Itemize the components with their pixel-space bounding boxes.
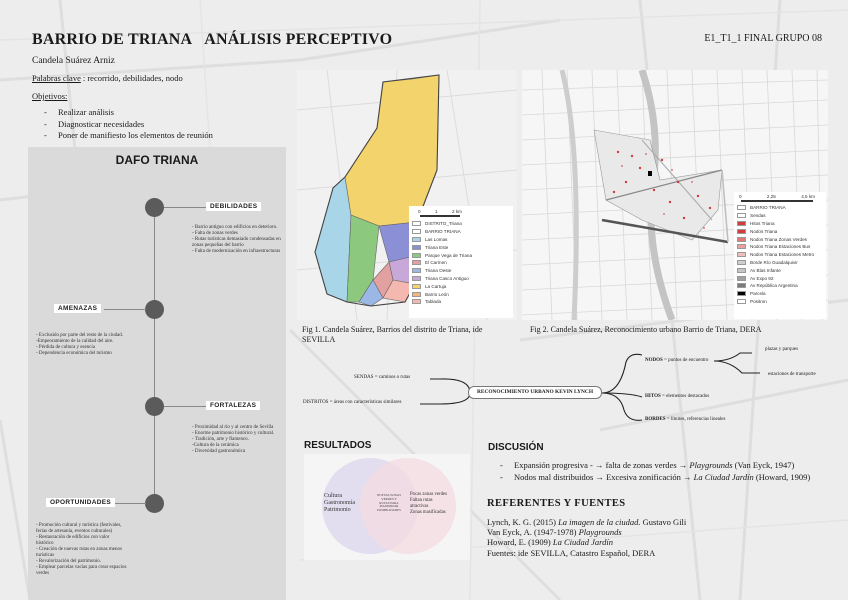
oportunidades-label: OPORTUNIDADES [46, 498, 115, 507]
objective-item: - Poner de manifiesto los elementos de reunión [44, 130, 213, 142]
legend-swatch [412, 299, 421, 304]
dafo-item: - Diversidad gastronómica [192, 449, 246, 454]
dafo-item: - Tradición, arte y flamenco. [192, 437, 249, 442]
legend-row [737, 251, 823, 259]
scale-label: 1 [435, 209, 438, 214]
legend-swatch [737, 244, 746, 249]
map2-legend-rows [737, 204, 823, 305]
legend-swatch [737, 252, 746, 257]
dafo-panel [28, 147, 286, 600]
connector-plazas [714, 353, 752, 361]
connector-line [164, 207, 206, 208]
dafo-item: - Promoción cultural y turística (festivales, ferias de artesanía, eventos culturales) [36, 523, 122, 534]
referentes-title: REFERENTES Y FUENTES [487, 498, 626, 509]
map2-legend [734, 192, 826, 319]
scale-bar [420, 215, 460, 217]
reference-item [487, 537, 686, 547]
venn-item: Pocas zonas verdes [410, 492, 448, 497]
legend-label: Sendas [750, 213, 766, 219]
legend-row [412, 251, 510, 259]
legend-swatch [737, 221, 746, 226]
keywords [32, 73, 183, 83]
legend-swatch [737, 291, 746, 296]
legend-swatch [412, 237, 421, 242]
dafo-item: - Creación de nuevas rutas en zonas menos turísticas [36, 547, 122, 558]
connector-estaciones [714, 361, 760, 373]
dafo-item: - Revalorización del patrimonio. [36, 559, 101, 564]
bordes-bold: BORDES [645, 417, 666, 422]
bordes-text: = límites, referencias lineales [666, 417, 726, 422]
nodos-text: = puntos de encuentro [664, 358, 709, 363]
legend-row [737, 290, 823, 298]
text-segment: Expansión progresiva - → falta de zonas verdes → [514, 460, 690, 470]
title-right: ANÁLISIS PERCEPTIVO [204, 31, 393, 48]
venn-item: NUEVAS ZONAS [377, 493, 401, 497]
text-segment: Fuentes: ide SEVILLA, Catastro Español, DERA [487, 547, 656, 558]
dafo-item: - Dependencia económica del turismo [36, 351, 112, 356]
legend-row [412, 243, 510, 251]
objective-item: - Realizar análisis [44, 107, 213, 119]
legend-row [412, 282, 510, 290]
text-segment: Van Eyck, A. (1947-1978) [487, 527, 579, 538]
legend-row [737, 235, 823, 243]
legend-label: Parque Vega de Triana [425, 252, 472, 258]
mindmap-distritos: DISTRITOS = áreas con características similares [303, 400, 402, 405]
legend-row [737, 243, 823, 251]
legend-label: BARRIO TRIANA [425, 229, 461, 235]
legend-swatch [737, 260, 746, 265]
legend-label: BARRIO TRIANA [750, 205, 786, 211]
debilidades-text [192, 225, 284, 255]
mindmap-sendas: SENDAS = caminos o rutas [354, 375, 411, 380]
hitos-bold: HITOS [645, 394, 661, 399]
legend-row [412, 290, 510, 298]
timeline-dot [145, 397, 164, 416]
text-segment: Howard, E. (1909) [487, 537, 553, 548]
legend-swatch [737, 276, 746, 281]
text-segment: (Van Eyck, 1947) [732, 460, 795, 470]
dafo-item: - Proximidad al río y al centro de Sevilla [192, 425, 274, 430]
legend-swatch [737, 213, 746, 218]
legend-label: Borde Río Guadalquivir [750, 259, 798, 265]
scale-label: 2 km [452, 209, 462, 214]
author: Candela Suárez Arniz [32, 56, 115, 66]
legend-label: Av Blas Infante [750, 267, 781, 273]
text-segment: Gustavo Gili [640, 517, 687, 527]
legend-row [412, 228, 510, 236]
nodos-bold: NODOS [645, 358, 663, 363]
mindmap-center: RECONOCIMIENTO URBANO KEVIN LYNCH [468, 386, 602, 399]
legend-swatch [737, 268, 746, 273]
venn-item: VERDES Y [381, 496, 397, 501]
hitos-text: = elementos destacados [662, 394, 710, 399]
legend-swatch [737, 299, 746, 304]
legend-label: DISTRITO_Triana [425, 221, 462, 227]
venn-item: Cultura [324, 493, 342, 499]
venn-item: POSIBILIDADES [377, 508, 401, 513]
timeline-dot [145, 300, 164, 319]
debilidades-label: DEBILIDADES [206, 202, 261, 211]
connector-bordes [602, 393, 642, 420]
venn-item: Patrimonio [324, 507, 351, 513]
map1-scale [418, 209, 462, 214]
legend-label: Nodos Triana Estaciones Metro [750, 252, 815, 258]
keywords-text: : recorrido, debilidades, nodo [82, 73, 183, 83]
legend-swatch [412, 253, 421, 258]
text-italic: Playgrounds [578, 527, 622, 538]
figure-caption-2: Fig 2. Candela Suárez, Reconocimiento urbano Barrio de Triana, DERA [530, 325, 762, 334]
dafo-item: - Rutas turísticas demasiado condensadas en zonas pequeñas del barrio [192, 237, 281, 248]
legend-label: Las Lomas [425, 236, 448, 242]
legend-row [737, 204, 823, 212]
connector-nodos [602, 354, 642, 393]
legend-swatch [412, 221, 421, 226]
discusion-item [500, 472, 810, 484]
legend-label: El Carmen [425, 260, 447, 266]
mindmap-plazas: plazas y parques [765, 347, 799, 352]
venn-item: Faltan rutas [410, 498, 433, 503]
dafo-item: - Falta de zonas verdes [192, 231, 238, 236]
legend-label: Parcela [750, 291, 766, 297]
legend-row [412, 220, 510, 228]
legend-row [412, 267, 510, 275]
objective-item: - Diagnosticar necesidades [44, 119, 213, 131]
mindmap-hitos [645, 394, 709, 399]
legend-label: La Cartuja [425, 283, 447, 289]
legend-label: Hitos Triana [750, 220, 775, 226]
dafo-item: - Restauración de edificios con valor histórico [36, 535, 110, 546]
connector-sendas [430, 379, 470, 393]
timeline-dot [145, 494, 164, 513]
venn-item: Gastronomía [324, 500, 355, 506]
dafo-item: - Exclusión por parte del resto de la ciudad. [36, 333, 124, 338]
keywords-label: Palabras clave [32, 73, 81, 83]
text-italic: Playgrounds [689, 460, 733, 470]
legend-row [737, 282, 823, 290]
page-title [32, 31, 392, 49]
venn-item: atractivas [410, 504, 429, 509]
legend-row [412, 298, 510, 306]
venn-left-text [324, 493, 355, 514]
scale-label: 0 [739, 194, 742, 199]
legend-label: Triana Oeste [425, 268, 452, 274]
legend-row [737, 220, 823, 228]
legend-row [737, 274, 823, 282]
oportunidades-text [36, 523, 128, 577]
legend-label: Tablada [425, 299, 442, 305]
venn-diagram [304, 454, 470, 560]
map-districts [297, 70, 517, 320]
legend-swatch [737, 229, 746, 234]
discusion-title: DISCUSIÓN [488, 442, 544, 453]
discusion-item [500, 460, 810, 472]
text-italic: La Ciudad Jardín [693, 472, 754, 482]
text-segment: (Howard, 1909) [753, 472, 811, 482]
objectives-list [44, 107, 213, 142]
legend-row [737, 298, 823, 306]
legend-row [737, 266, 823, 274]
legend-row [412, 236, 510, 244]
fortalezas-text [192, 425, 284, 455]
discusion-list [500, 460, 810, 484]
dafo-item: -Cultura de la cerámica [192, 443, 239, 448]
legend-label: Positron [750, 298, 767, 304]
legend-swatch [737, 205, 746, 210]
legend-swatch [737, 237, 746, 242]
text-segment: Nodos mal distribuidos → Excesiva zonificación → [514, 472, 694, 482]
legend-swatch [412, 284, 421, 289]
legend-swatch [412, 260, 421, 265]
legend-row [737, 212, 823, 220]
legend-row [412, 259, 510, 267]
scale-label: 4,5 km [801, 194, 815, 199]
mindmap-nodos [645, 358, 708, 363]
dafo-item: - Pérdida de cultura y esencia [36, 345, 96, 350]
legend-label: Triana Casco Antiguo [425, 275, 469, 281]
legend-swatch [412, 292, 421, 297]
legend-label: Triana Este [425, 244, 449, 250]
title-left: BARRIO DE TRIANA [32, 31, 193, 48]
scale-bar [741, 200, 813, 202]
dafo-item: - Falta de modernización en infraestructuras [192, 249, 281, 254]
dafo-item: - Enorme patrimonio histórico y cultural. [192, 431, 275, 436]
dafo-item: -Empeoramiento de la calidad del aire. [36, 339, 114, 344]
legend-swatch [412, 229, 421, 234]
legend-swatch [412, 276, 421, 281]
dafo-item: - Emplear parcelas vacías para crear espacios verdes [36, 565, 127, 576]
dafo-title: DAFO TRIANA [115, 153, 199, 167]
legend-label: Nodos Triana Zonas Verdes [750, 236, 807, 242]
scale-label: 2,25 [766, 194, 776, 199]
venn-item: MAXIMIZAR [379, 504, 399, 509]
scale-label: 0 [418, 209, 421, 214]
map1-legend [409, 206, 513, 318]
map2-scale [739, 194, 815, 199]
referentes-list [487, 517, 686, 558]
text-italic: La imagen de la ciudad. [558, 517, 641, 527]
connector-line [110, 503, 146, 504]
amenazas-label: AMENAZAS [54, 304, 101, 313]
legend-label: Nodos Triana Estaciones Bus [750, 244, 811, 250]
connector-distritos [420, 393, 470, 404]
connector-line [164, 406, 206, 407]
venn-item: RUTAS PARA [379, 500, 399, 505]
legend-label: Barrio León [425, 291, 449, 297]
timeline-dot [145, 198, 164, 217]
reference-item [487, 517, 686, 527]
venn-middle-text [372, 494, 406, 513]
text-segment: Lynch, K. G. (2015) [487, 517, 559, 527]
amenazas-text [36, 333, 128, 357]
legend-label: Nodos Triana [750, 228, 778, 234]
timeline-line [154, 205, 155, 505]
objectives-label: Objetivos: [32, 91, 68, 101]
fortalezas-label: FORTALEZAS [206, 401, 260, 410]
legend-swatch [412, 268, 421, 273]
map-urban-recognition [522, 70, 828, 320]
figure-caption-1: Fig 1. Candela Suárez, Barrios del distrito de Triana, ide SEVILLA [302, 325, 483, 344]
legend-label: Av Expo 92 [750, 275, 774, 281]
mindmap-estaciones: estaciones de transporte [768, 372, 816, 377]
legend-row [737, 259, 823, 267]
legend-row [737, 227, 823, 235]
legend-swatch [412, 245, 421, 250]
connector-line [104, 309, 146, 310]
legend-row [412, 275, 510, 283]
venn-item: Zonas masificadas [410, 510, 446, 515]
mindmap-bordes [645, 417, 725, 422]
map1-legend-rows [412, 220, 510, 306]
text-italic: La Ciudad Jardín [552, 537, 613, 548]
resultados-title: RESULTADOS [304, 440, 372, 451]
legend-swatch [737, 283, 746, 288]
dafo-item: - Barrio antiguo con edificios en deterioro. [192, 225, 278, 230]
reference-item [487, 548, 686, 558]
legend-label: Av República Argentina [750, 283, 798, 289]
project-code: E1_T1_1 FINAL GRUPO 08 [704, 33, 822, 44]
reference-item [487, 527, 686, 537]
venn-right-text [410, 492, 447, 516]
